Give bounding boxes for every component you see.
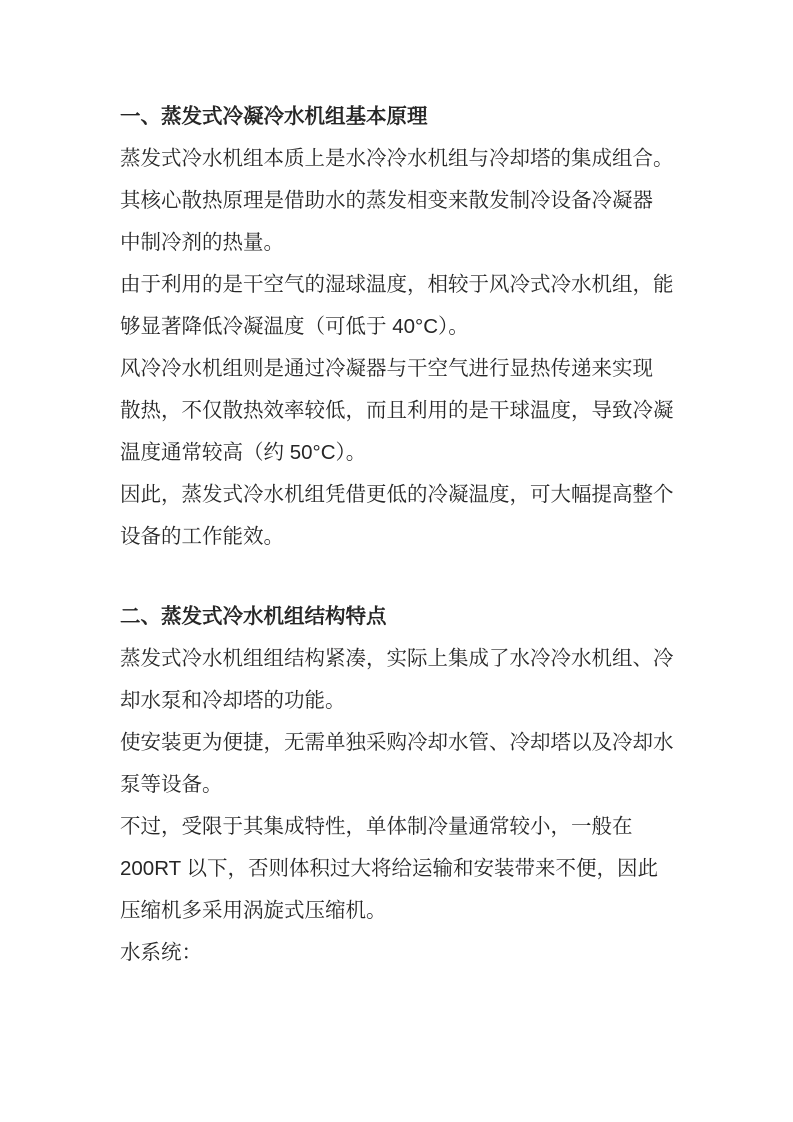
text-line: 设备的工作能效。 [120,525,284,548]
paragraph [120,638,680,722]
doc-section [120,96,680,558]
text-line: 压缩机多采用涡旋式压缩机。 [120,899,387,922]
text-line: 因此，蒸发式冷水机组凭借更低的冷凝温度，可大幅提高整个 [120,483,674,506]
text-line: 风冷冷水机组则是通过冷凝器与干空气进行显热传递来实现 [120,357,653,380]
text-line: 却水泵和冷却塔的功能。 [120,689,346,712]
text-line: 其核心散热原理是借助水的蒸发相变来散发制冷设备冷凝器 [120,189,653,212]
text-line: 由于利用的是干空气的湿球温度，相较于风冷式冷水机组，能 [120,273,674,296]
text-line: 散热，不仅散热效率较低，而且利用的是干球温度，导致冷凝 [120,399,674,422]
text-line: 温度通常较高（约 50°C）。 [120,441,367,464]
paragraph [120,722,680,806]
paragraph [120,932,680,974]
text-line: 使安装更为便捷，无需单独采购冷却水管、冷却塔以及冷却水 [120,731,674,754]
text-line: 够显著降低冷凝温度（可低于 40°C）。 [120,315,469,338]
paragraph [120,138,680,180]
paragraph [120,180,680,264]
paragraph [120,806,680,932]
text-line: 水系统： [120,941,202,964]
text-line: 蒸发式冷水机组组结构紧凑，实际上集成了水冷冷水机组、冷 [120,647,674,670]
paragraph [120,264,680,348]
section-heading: 二、蒸发式冷水机组结构特点 [120,605,387,628]
text-line: 中制冷剂的热量。 [120,231,284,254]
paragraph [120,348,680,474]
text-line: 不过，受限于其集成特性，单体制冷量通常较小，一般在 [120,815,633,838]
text-line: 蒸发式冷水机组本质上是水冷冷水机组与冷却塔的集成组合。 [120,147,674,170]
section-heading: 一、蒸发式冷凝冷水机组基本原理 [120,105,428,128]
document-content [120,96,680,974]
doc-section [120,596,680,974]
text-line: 泵等设备。 [120,773,223,796]
text-line: 200RT 以下，否则体积过大将给运输和安装带来不便，因此 [120,857,658,880]
paragraph [120,474,680,558]
